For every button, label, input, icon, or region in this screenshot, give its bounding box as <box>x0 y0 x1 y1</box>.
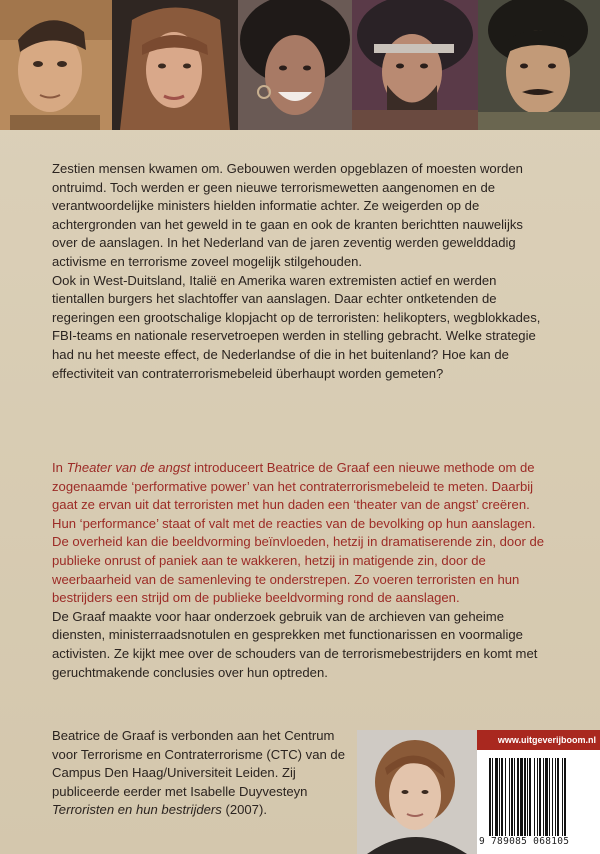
description-paragraph-1: Zestien mensen kwamen om. Gebouwen werden opgeblazen of moesten worden ontruimd. Toch werden er geen nieuwe terrorismewetten aangenomen en de verantwoordelijke ministers hielden informatie achter. Ze weigerden op de achtergronden van het geweld in te gaan en ook de kranten berichtten nauwelijks over de aanslagen. In het Nederland van de jaren zeventig werden gewelddadig activisme en terrorisme zoveel mogelijk stilgehouden. <box>52 161 523 269</box>
portrait-man-headband <box>352 0 478 130</box>
description-block-red <box>52 459 552 682</box>
author-photo <box>357 730 477 854</box>
bio-year: (2007). <box>221 802 267 818</box>
bio-text: Beatrice de Graaf is verbonden aan het Centrum voor Terrorisme en Contraterrorisme (CTC) van de Campus Den Haag/Universiteit Leiden. Zij publiceerde eerder met Isabelle Duyvesteyn <box>52 728 345 799</box>
isbn-number: 9 789085 068105 <box>479 836 570 847</box>
portrait-man-mustache <box>478 0 600 130</box>
description-paragraph-2: Ook in West-Duitsland, Italië en Amerika waren extremisten actief en werden tientallen burgers het slachtoffer van aanslagen. Daar echter ontketenden de regeringen een grootschalige klopjacht op de terroristen: helikopters, wegblokkades, FBI-teams en nationale reservetroepen werden in stelling gebracht. Welke strategie had nu het meeste effect, de Nederlandse of die in het buitenland? Hoe kan de effectiviteit van contraterrorismebeleid überhaupt worden gemeten? <box>52 272 541 381</box>
barcode <box>477 750 600 854</box>
intro-paragraph <box>52 459 552 608</box>
book-title: Theater van de angst <box>66 460 191 475</box>
portrait-smiling-woman <box>238 0 352 130</box>
research-paragraph: De Graaf maakte voor haar onderzoek gebruik van de archieven van geheime diensten, ministerraadsnotulen en gesprekken met functionarissen en voormalige activisten. Ze kijkt mee over de schouders van de terrorismebestrijders en komt met geruchtmakende conclusies over hun optreden. <box>52 608 538 680</box>
intro-prefix: In <box>52 460 67 475</box>
intro-rest: introduceert Beatrice de Graaf een nieuwe methode om de zogenaamde ‘performative power’ van het contraterrorismebeleid te meten. Daarbij gaat ze ervan uit dat terroristen met hun daden een ‘theater van de angst’ creëren. Hun ‘performance’ staat of valt met de reacties van de bevolking op hun aanslagen. De overheid kan die beeldvorming beïnvloeden, hetzij in dramatiserende zin, door de publieke onrust of paniek aan te wakkeren, hetzij in matigende zin, door de weerbaarheid van de samenleving te onderstrepen. Zo voeren terroristen en hun bestrijders een strijd om de publieke beeldvorming rond de aanslagen. <box>52 460 545 606</box>
publisher-url[interactable]: www.uitgeverijboom.nl <box>477 730 600 750</box>
photo-strip <box>0 0 600 130</box>
bio-book-title: Terroristen en hun bestrijders <box>52 802 222 818</box>
description-block-black <box>52 160 552 383</box>
barcode-lines <box>487 758 595 836</box>
portrait-young-man <box>0 0 112 130</box>
portrait-woman-long-hair <box>112 0 238 130</box>
author-bio <box>52 727 352 820</box>
